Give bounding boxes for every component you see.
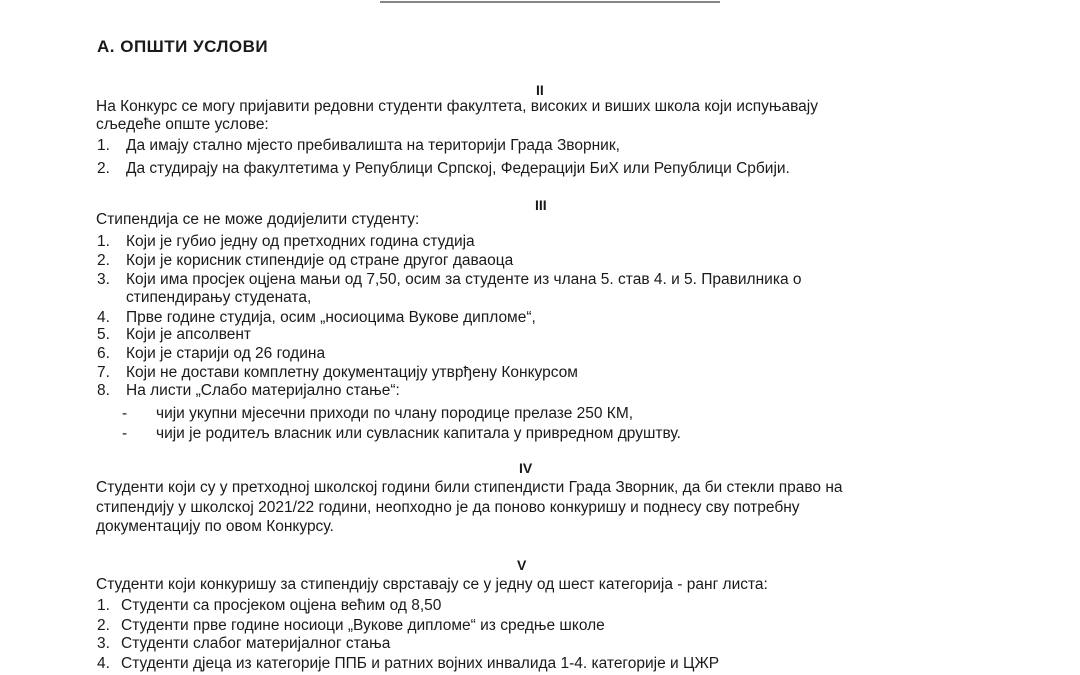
section-number-5: V [517, 557, 527, 573]
section4-line3: документацију по овом Конкурсу. [96, 518, 334, 535]
section4-line1: Студенти који су у претходној школској години били стипендисти Града Зворник, да би стекли право на [96, 479, 843, 496]
section-number-3: III [535, 197, 547, 213]
section-number-2: II [536, 82, 544, 98]
document-page: А. ОПШТИ УСЛОВИ II На Конкурс се могу пријавити редовни студенти факултета, високих и виших школа који испуњавају сљедеће опште услове: 1. Да имају стално мјесто пребивалишта на територији Града Зворник, 2. Да студирају на факултетима у Републици Српској, Федерацији БиХ или Републици Србији. III Стипендија се не може додијелити студенту: 1. Који је губио једну од претходних година студија 2. Који је корисник стипендије од стране другог даваоца 3. Који има просјек оцјена мањи од 7,50, осим за студенте из члана 5. став 4. и 5. Правилника о стипендирању студената, 4. Прве године студија, осим „носиоцима Вукове дипломе“, 5. Који је апсолвент 6. Који је старији од 26 година 7. Који не достави комплетну документацију утврђену Конкурсом 8. На листи „Слабо материјално стање“: - чији укупни мјесечни приходи по члану породице прелазе 250 КМ, - чији је родитељ власник или сувласник капитала у привредном друштву. IV Студенти који су у претходној школској години били стипендисти Града Зворник, да би стекли право на стипендију у школској 2021/22 години, неопходно је да поново конкуришу и поднесу сву потребну документацију по овом Конкурсу. V Студенти који конкуришу за стипендију сврставају се у једну од шест категорија - ранг листа: 1. Студенти са просјеком оцјена већим од 8,50 2. Студенти прве године носиоци „Вукове дипломе“ из средње школе 3. Студенти слабог материјалног стања 4. Студенти дјеца из категорије ППБ и ратних војних инвалида 1-4. категорије и ЦЖР [0, 0, 1080, 675]
section2-intro-line2: сљедеће опште услове: [96, 116, 269, 133]
cut-off-header-line [380, 0, 720, 4]
section-number-4: IV [519, 460, 533, 476]
section-heading: А. ОПШТИ УСЛОВИ [97, 37, 269, 56]
section2-intro-line1: На Конкурс се могу пријавити редовни студенти факултета, високих и виших школа који испуњавају [96, 98, 818, 115]
section3-intro: Стипендија се не може додијелити студенту: [96, 211, 420, 228]
section4-line2: стипендију у школској 2021/22 години, неопходно је да поново конкуришу и поднесу сву потребну [96, 499, 800, 516]
section5-intro: Студенти који конкуришу за стипендију сврставају се у једну од шест категорија - ранг листа: [96, 576, 768, 593]
